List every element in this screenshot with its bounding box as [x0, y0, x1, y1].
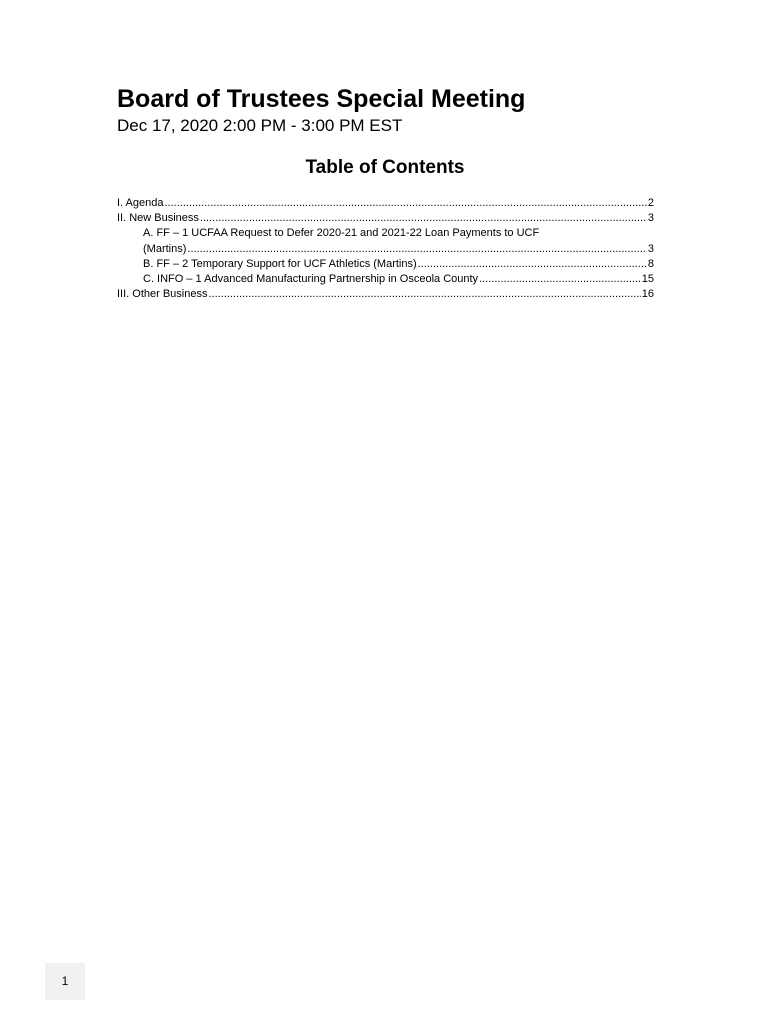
toc-entry-ff2[interactable]	[117, 257, 654, 272]
toc-entry-label: (Martins)	[143, 242, 187, 255]
toc-entry-label: III. Other Business	[117, 288, 208, 301]
dot-leader	[208, 287, 640, 302]
toc-entry-other-business[interactable]	[117, 287, 654, 302]
document-title: Board of Trustees Special Meeting	[117, 85, 526, 113]
toc-entry-page: 16	[641, 288, 654, 301]
toc-entry-page: 3	[647, 242, 654, 255]
dot-leader	[165, 196, 647, 211]
toc-entry-page: 3	[647, 212, 654, 225]
toc-entry-label: II. New Business	[117, 212, 199, 225]
table-of-contents	[117, 196, 654, 302]
dot-leader	[479, 272, 641, 287]
dot-leader	[187, 242, 646, 257]
meeting-datetime: Dec 17, 2020 2:00 PM - 3:00 PM EST	[117, 116, 403, 135]
toc-entry-info1[interactable]	[117, 272, 654, 287]
toc-heading: Table of Contents	[305, 157, 465, 178]
page-number: 1	[45, 963, 85, 1000]
dot-leader	[418, 257, 647, 272]
toc-entry-ff1[interactable]	[117, 242, 654, 257]
toc-entry-page: 15	[641, 273, 654, 286]
toc-entry-new-business[interactable]	[117, 211, 654, 226]
toc-entry-agenda[interactable]	[117, 196, 654, 211]
toc-entry-page: 2	[647, 197, 654, 209]
toc-entry-page: 8	[647, 257, 654, 270]
toc-entry-label: I. Agenda	[117, 197, 164, 209]
dot-leader	[200, 211, 647, 226]
toc-entry-ff1-line1[interactable]: A. FF – 1 UCFAA Request to Defer 2020-21 and 2021-22 Loan Payments to UCF	[143, 227, 540, 240]
toc-entry-label: C. INFO – 1 Advanced Manufacturing Partnership in Osceola County	[143, 273, 479, 286]
toc-entry-label: B. FF – 2 Temporary Support for UCF Athletics (Martins)	[143, 257, 417, 270]
